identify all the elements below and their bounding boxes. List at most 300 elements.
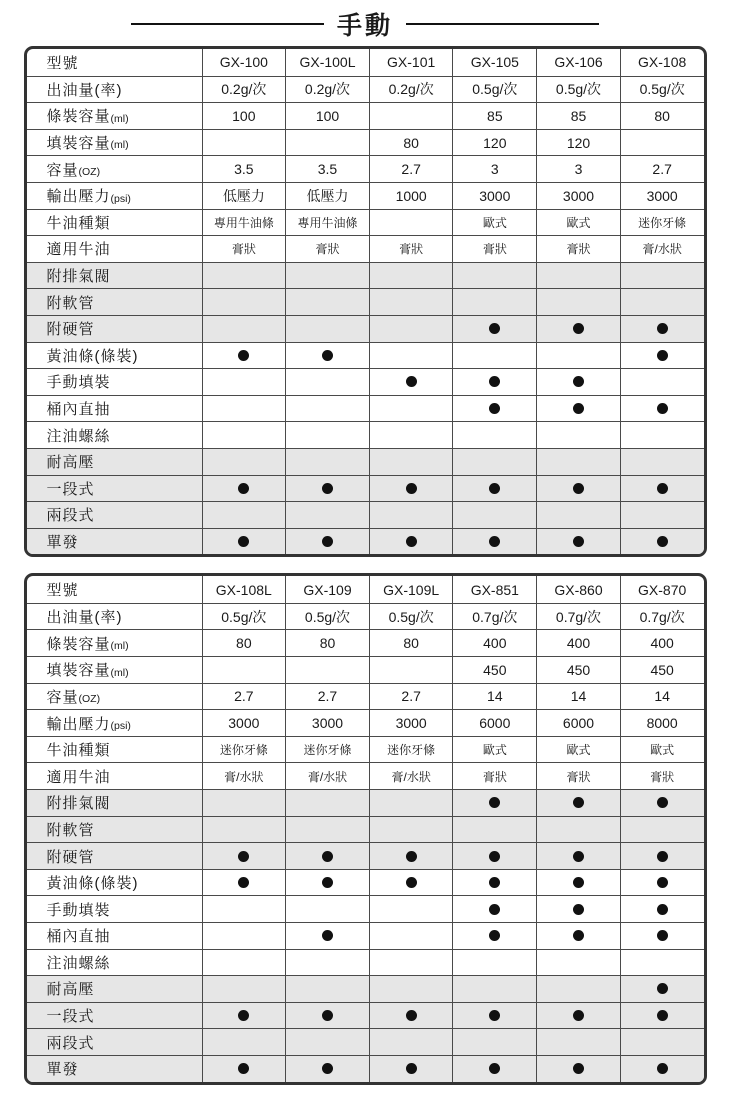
spec-cell: 膏/水狀 [202,763,286,789]
spec-row [27,102,704,129]
spec-cell [202,657,286,683]
row-label-unit: (OZ) [78,165,101,178]
feature-dot-icon [322,483,333,494]
feature-cell [202,923,286,949]
feature-cell [285,476,369,502]
row-label [27,684,202,710]
row-label-text: 附排氣閥 [46,268,111,286]
spec-cell: 6000 [536,710,620,736]
spec-cell: 120 [452,130,536,156]
feature-cell [452,817,536,843]
spec-cell: 3.5 [285,156,369,182]
spec-cell: 80 [285,630,369,656]
feature-row [27,342,704,369]
feature-dot-icon [573,877,584,888]
page-title: 手動 [336,12,393,40]
spec-cell: 0.2g/次 [369,77,453,103]
row-label-text: 黃油條(條裝) [46,347,139,365]
feature-cell [620,422,704,448]
feature-row [27,1002,704,1029]
row-label-text: 手動填裝 [46,374,111,392]
spec-cell: 膏狀 [536,236,620,262]
feature-cell [452,449,536,475]
feature-cell [452,529,536,555]
row-label [27,49,202,76]
feature-cell [285,950,369,976]
spec-row [27,49,704,76]
feature-cell [369,316,453,342]
row-label [27,502,202,528]
feature-cell [536,343,620,369]
spec-cell: 0.7g/次 [620,604,704,630]
spec-cell: 專用牛油條 [285,210,369,236]
feature-dot-icon [657,536,668,547]
feature-row [27,448,704,475]
feature-cell [620,263,704,289]
row-label [27,604,202,630]
feature-dot-icon [573,483,584,494]
feature-cell [202,263,286,289]
spec-cell [369,103,453,129]
row-label [27,976,202,1002]
row-label-text: 一段式 [46,1008,95,1026]
feature-dot-icon [322,1063,333,1074]
spec-cell: 3000 [285,710,369,736]
row-label [27,476,202,502]
row-label [27,183,202,209]
row-label-text: 兩段式 [46,507,95,525]
feature-cell [202,422,286,448]
row-label [27,870,202,896]
row-label-text: 填裝容量 [46,662,111,680]
feature-dot-icon [238,851,249,862]
feature-row [27,949,704,976]
feature-cell [452,790,536,816]
feature-cell [369,369,453,395]
feature-cell [202,843,286,869]
feature-dot-icon [489,851,500,862]
spec-cell: 2.7 [285,684,369,710]
spec-cell: 膏/水狀 [285,763,369,789]
row-label-text: 填裝容量 [46,135,111,153]
feature-cell [452,896,536,922]
row-label-text: 條裝容量 [46,108,111,126]
row-label [27,396,202,422]
spec-cell [369,657,453,683]
row-label-text: 桶內直抽 [46,401,111,419]
spec-row [27,683,704,710]
row-label [27,737,202,763]
feature-cell [536,502,620,528]
feature-cell [369,1056,453,1082]
spec-cell: 3 [452,156,536,182]
spec-cell: 100 [285,103,369,129]
row-label [27,657,202,683]
feature-dot-icon [406,1063,417,1074]
feature-cell [620,1003,704,1029]
spec-row [27,576,704,603]
spec-cell: 膏/水狀 [620,236,704,262]
spec-cell: 膏狀 [202,236,286,262]
feature-dot-icon [406,1010,417,1021]
spec-row [27,182,704,209]
spec-cell: GX-100 [202,49,286,76]
feature-dot-icon [573,1063,584,1074]
feature-cell [202,476,286,502]
row-label [27,1003,202,1029]
feature-cell [452,369,536,395]
spec-cell: 3000 [536,183,620,209]
row-label [27,843,202,869]
feature-dot-icon [573,376,584,387]
spec-cell [285,130,369,156]
spec-cell: 450 [536,657,620,683]
spec-cell: 膏狀 [536,763,620,789]
spec-row [27,155,704,182]
feature-cell [285,817,369,843]
feature-cell [620,923,704,949]
feature-dot-icon [489,1063,500,1074]
row-label-text: 型號 [46,582,79,600]
feature-cell [620,896,704,922]
feature-dot-icon [489,1010,500,1021]
feature-cell [369,896,453,922]
feature-cell [202,396,286,422]
feature-cell [369,502,453,528]
feature-cell [202,1029,286,1055]
row-label-text: 耐高壓 [46,454,95,472]
row-label-text: 適用牛油 [46,241,111,259]
feature-dot-icon [322,851,333,862]
spec-cell: 0.5g/次 [285,604,369,630]
spec-cell: 14 [536,684,620,710]
feature-cell [620,289,704,315]
feature-cell [452,502,536,528]
feature-cell [285,289,369,315]
feature-dot-icon [406,483,417,494]
feature-cell [620,529,704,555]
row-label [27,896,202,922]
feature-cell [620,316,704,342]
feature-cell [536,870,620,896]
row-label [27,210,202,236]
spec-cell: 14 [620,684,704,710]
feature-cell [452,422,536,448]
feature-row [27,1055,704,1082]
feature-dot-icon [573,797,584,808]
feature-cell [620,502,704,528]
spec-cell: GX-108 [620,49,704,76]
spec-cell: 1000 [369,183,453,209]
spec-cell: 迷你牙條 [202,737,286,763]
feature-row [27,895,704,922]
feature-cell [285,1003,369,1029]
spec-cell: 0.5g/次 [620,77,704,103]
feature-dot-icon [657,483,668,494]
feature-cell [536,369,620,395]
spec-cell: 0.2g/次 [202,77,286,103]
row-label [27,343,202,369]
row-label-unit: (ml) [110,139,129,152]
row-label-text: 適用牛油 [46,768,111,786]
spec-cell: 3 [536,156,620,182]
feature-dot-icon [406,851,417,862]
feature-cell [452,923,536,949]
page [0,9,730,1085]
feature-dot-icon [573,851,584,862]
feature-row [27,842,704,869]
row-label-text: 牛油種類 [46,742,111,760]
feature-dot-icon [573,536,584,547]
spec-cell: 歐式 [536,210,620,236]
row-label [27,529,202,555]
feature-cell [202,1056,286,1082]
feature-cell [536,476,620,502]
feature-dot-icon [489,904,500,915]
spec-cell: 100 [202,103,286,129]
spec-cell: 400 [452,630,536,656]
feature-row [27,975,704,1002]
feature-row [27,475,704,502]
spec-cell: 膏狀 [369,236,453,262]
spec-cell: 膏狀 [452,236,536,262]
feature-dot-icon [489,877,500,888]
feature-dot-icon [573,930,584,941]
feature-row [27,288,704,315]
row-label-text: 出油量(率) [46,609,123,627]
feature-cell [369,923,453,949]
manual-spec-table-2 [24,573,707,1084]
feature-cell [369,422,453,448]
feature-dot-icon [322,536,333,547]
feature-cell [536,843,620,869]
feature-cell [536,950,620,976]
spec-cell: 歐式 [536,737,620,763]
spec-cell: 專用牛油條 [202,210,286,236]
spec-cell: GX-106 [536,49,620,76]
spec-cell: 0.2g/次 [285,77,369,103]
feature-row [27,262,704,289]
row-label [27,630,202,656]
spec-cell: 2.7 [620,156,704,182]
feature-cell [369,529,453,555]
row-label-text: 黃油條(條裝) [46,875,139,893]
feature-cell [620,449,704,475]
feature-cell [285,1029,369,1055]
feature-row [27,501,704,528]
row-label-unit: (ml) [110,640,129,653]
feature-dot-icon [322,1010,333,1021]
feature-cell [285,449,369,475]
feature-cell [369,843,453,869]
spec-cell: 歐式 [452,210,536,236]
feature-dot-icon [657,983,668,994]
row-label [27,263,202,289]
feature-cell [285,343,369,369]
spec-cell: 3000 [452,183,536,209]
feature-cell [452,870,536,896]
feature-cell [620,870,704,896]
feature-cell [536,449,620,475]
spec-cell: GX-101 [369,49,453,76]
spec-cell: 膏狀 [285,236,369,262]
spec-cell: 6000 [452,710,536,736]
feature-cell [285,896,369,922]
feature-cell [536,263,620,289]
spec-cell: GX-860 [536,576,620,603]
feature-dot-icon [238,1010,249,1021]
row-label-text: 單發 [46,533,79,551]
feature-cell [202,289,286,315]
row-label-text: 耐高壓 [46,981,95,999]
row-label-unit: (psi) [110,192,131,205]
spec-cell: 14 [452,684,536,710]
spec-cell: 0.7g/次 [452,604,536,630]
feature-cell [620,790,704,816]
feature-cell [452,396,536,422]
spec-cell: 0.5g/次 [369,604,453,630]
feature-dot-icon [657,323,668,334]
row-label-unit: (ml) [110,112,129,125]
feature-cell [452,976,536,1002]
spec-cell: 3.5 [202,156,286,182]
row-label-text: 手動填裝 [46,901,111,919]
feature-cell [202,976,286,1002]
feature-dot-icon [238,483,249,494]
feature-cell [620,950,704,976]
spec-cell: 3000 [620,183,704,209]
feature-dot-icon [406,536,417,547]
feature-cell [202,369,286,395]
feature-cell [452,289,536,315]
feature-dot-icon [322,350,333,361]
row-label-text: 型號 [46,54,79,72]
feature-cell [536,396,620,422]
feature-cell [536,923,620,949]
feature-cell [369,1003,453,1029]
feature-cell [452,1029,536,1055]
feature-dot-icon [573,323,584,334]
row-label-text: 附軟管 [46,294,95,312]
feature-cell [620,976,704,1002]
feature-dot-icon [489,483,500,494]
spec-cell: GX-109 [285,576,369,603]
feature-cell [620,1056,704,1082]
row-label [27,316,202,342]
feature-cell [202,870,286,896]
row-label [27,710,202,736]
feature-dot-icon [238,1063,249,1074]
spec-cell: 85 [452,103,536,129]
row-label [27,449,202,475]
feature-row [27,922,704,949]
feature-cell [452,263,536,289]
spec-cell: 2.7 [369,156,453,182]
row-label [27,289,202,315]
feature-dot-icon [238,877,249,888]
row-label-text: 附排氣閥 [46,795,111,813]
spec-cell: GX-100L [285,49,369,76]
feature-dot-icon [238,350,249,361]
spec-cell [369,210,453,236]
feature-row [27,395,704,422]
manual-spec-table-1 [24,46,707,557]
feature-cell [620,396,704,422]
feature-cell [285,870,369,896]
spec-cell: 歐式 [620,737,704,763]
spec-cell [285,657,369,683]
spec-row [27,603,704,630]
feature-cell [202,449,286,475]
spec-cell: 低壓力 [202,183,286,209]
spec-row [27,656,704,683]
feature-cell [536,976,620,1002]
feature-cell [285,976,369,1002]
feature-cell [536,1056,620,1082]
spec-tables [0,46,730,1085]
feature-cell [285,923,369,949]
row-label [27,422,202,448]
feature-cell [536,817,620,843]
feature-cell [620,843,704,869]
spec-cell [202,130,286,156]
section-title [0,9,730,39]
spec-row [27,629,704,656]
feature-cell [620,817,704,843]
feature-cell [202,502,286,528]
feature-cell [285,502,369,528]
feature-dot-icon [489,536,500,547]
spec-cell: 0.5g/次 [202,604,286,630]
feature-row [27,816,704,843]
spec-cell: 膏/水狀 [369,763,453,789]
feature-cell [620,476,704,502]
title-rule-right [406,23,599,25]
spec-cell: 迷你牙條 [620,210,704,236]
spec-row [27,762,704,789]
feature-cell [620,1029,704,1055]
feature-dot-icon [657,904,668,915]
feature-dot-icon [657,1063,668,1074]
spec-cell: GX-851 [452,576,536,603]
feature-dot-icon [657,851,668,862]
spec-cell: 低壓力 [285,183,369,209]
feature-cell [452,1003,536,1029]
feature-dot-icon [489,797,500,808]
spec-cell: 0.5g/次 [452,77,536,103]
feature-cell [452,950,536,976]
feature-dot-icon [657,930,668,941]
row-label-text: 條裝容量 [46,635,111,653]
row-label [27,817,202,843]
row-label [27,790,202,816]
spec-cell: GX-105 [452,49,536,76]
row-label-unit: (OZ) [78,693,101,706]
row-label-text: 牛油種類 [46,214,111,232]
feature-cell [452,343,536,369]
row-label-text: 一段式 [46,480,95,498]
feature-dot-icon [489,930,500,941]
feature-cell [369,396,453,422]
feature-cell [536,422,620,448]
feature-cell [285,396,369,422]
feature-dot-icon [406,877,417,888]
feature-cell [202,343,286,369]
row-label [27,130,202,156]
row-label-text: 輸出壓力 [46,188,111,206]
feature-row [27,315,704,342]
feature-cell [452,476,536,502]
